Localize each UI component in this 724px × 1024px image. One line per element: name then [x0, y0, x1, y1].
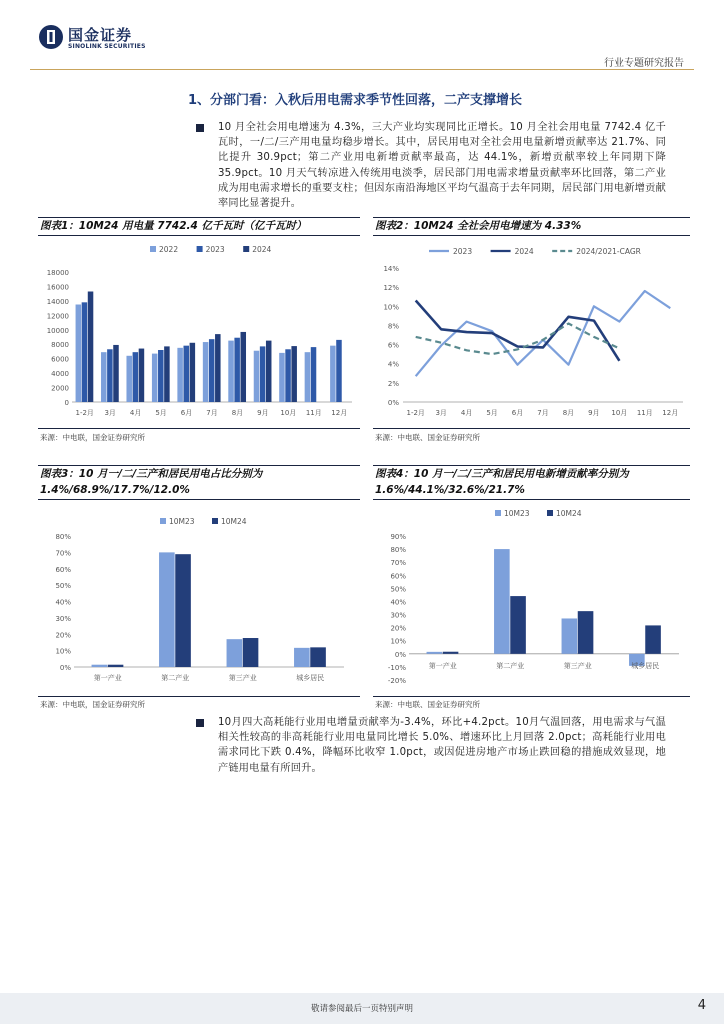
- x-tick-label: 1-2月: [75, 409, 94, 417]
- y-tick-label: 4000: [51, 370, 69, 379]
- legend-label: 10M23: [169, 517, 195, 526]
- paragraph-2: 10月四大高耗能行业用电增量贡献率为-3.4%，环比+4.2pct。10月气温回落，用电需求与气温相关性较高的非高耗能行业用电量同比增长 5.0%、增速环比上月回落 2.0pct；高耗能行业用电需求同比下跌 0.4%，降幅环比收窄 1.0pct，或因促进房地产市场止跌回稳的措施成效显现，地产链用电量有所回升。: [218, 717, 666, 774]
- figure4-source: 来源：中电联、国金证券研究所: [375, 700, 480, 709]
- bar-10M24: [310, 647, 326, 667]
- legend-label: 2024/2021-CAGR: [576, 247, 641, 256]
- figure3-title: 图表3：10 月一/二/三产和居民用电占比分别为 1.4%/68.9%/17.7%/12.0%: [40, 468, 263, 496]
- y-tick-label: 8%: [387, 322, 399, 331]
- y-tick-label: -10%: [387, 663, 406, 672]
- x-tick-label: 4月: [460, 409, 473, 417]
- figure-title-rule: [38, 499, 360, 500]
- bar-2022: [101, 352, 107, 402]
- legend-label: 10M24: [556, 509, 582, 518]
- y-tick-label: 30%: [55, 614, 71, 623]
- bar-2022: [203, 342, 209, 402]
- x-tick-label: 4月: [129, 409, 142, 417]
- figure4-title: 图表4：10 月一/二/三产和居民用电新增贡献率分别为 1.6%/44.1%/32.6%/21.7%: [375, 468, 629, 496]
- bar-10M24: [578, 611, 594, 654]
- chart1-usage-bar: [38, 238, 360, 424]
- x-tick-label: 第二产业: [496, 662, 525, 670]
- bar-2024: [215, 334, 221, 402]
- x-tick-label: 第二产业: [161, 674, 190, 682]
- bullet-icon: [196, 124, 204, 132]
- y-tick-label: 0: [64, 399, 69, 407]
- y-tick-label: 20%: [55, 631, 71, 640]
- x-tick-label: 8月: [231, 409, 244, 417]
- bar-10M23: [494, 549, 510, 654]
- bar-2023: [107, 349, 113, 402]
- y-tick-label: 6%: [387, 341, 399, 350]
- header-divider: [30, 69, 694, 70]
- legend-label: 2023: [453, 247, 473, 256]
- y-tick-label: 14000: [46, 297, 69, 306]
- legend-label: 2023: [205, 245, 225, 254]
- y-tick-label: 40%: [55, 598, 71, 607]
- legend-swatch: [547, 510, 553, 516]
- x-tick-label: 城乡居民: [631, 662, 660, 670]
- y-tick-label: 90%: [390, 533, 406, 541]
- y-tick-label: 12000: [46, 312, 69, 321]
- x-tick-label: 12月: [331, 409, 348, 417]
- bar-10M23: [227, 639, 243, 667]
- bar-10M24: [645, 625, 661, 653]
- logo-name-cn: 国金证券: [68, 26, 133, 44]
- x-tick-label: 7月: [206, 409, 218, 417]
- x-tick-label: 11月: [636, 409, 653, 417]
- logo-icon: [38, 24, 64, 50]
- legend-swatch: [212, 518, 218, 524]
- bar-2022: [177, 348, 183, 402]
- x-tick-label: 6月: [511, 409, 524, 417]
- figure-bottom-rule: [373, 428, 690, 429]
- x-tick-label: 10月: [611, 409, 628, 417]
- figure-title-rule: [373, 235, 690, 236]
- x-tick-label: 3月: [435, 409, 447, 417]
- y-tick-label: 2000: [51, 384, 69, 393]
- y-tick-label: -20%: [387, 677, 406, 685]
- bullet-icon: [196, 719, 204, 727]
- page-number: 4: [697, 998, 706, 1013]
- x-tick-label: 5月: [155, 409, 167, 417]
- y-tick-label: 80%: [390, 546, 406, 555]
- legend-swatch: [150, 246, 156, 252]
- figure1-title: 图表1：10M24 用电量 7742.4 亿千瓦时（亿千瓦时）: [40, 220, 307, 232]
- figure-bottom-rule: [38, 696, 360, 697]
- y-tick-label: 8000: [51, 341, 69, 350]
- bar-2023: [285, 349, 291, 402]
- x-tick-label: 5月: [486, 409, 498, 417]
- bar-10M23: [92, 665, 108, 667]
- bar-2022: [254, 351, 260, 402]
- paragraph-1: 10 月全社会用电增速为 4.3%，三大产业均实现同比正增长。10 月全社会用电量 7742.4 亿千瓦时，一/二/三产用电量均稳步增长。其中，居民用电对全社会用电量新增贡献率达 21.7%、同比提升 30.9pct；第二产业用电新增贡献率最高，达 44.1%，新增贡献率较上年同期下降 35.9pct。10 月天气转凉进入传统用电淡季，居民部门用电需求增量贡献率环比回落，第二产业成为用电需求增长的重要支柱；但因东南沿海地区平均气温高于去年同期，居民部门用电新增贡献率同比显著提升。: [218, 122, 666, 210]
- bar-2024: [190, 343, 196, 402]
- series-line-2024: [416, 301, 620, 361]
- bar-2024: [113, 345, 119, 402]
- x-tick-label: 12月: [662, 409, 679, 417]
- x-tick-label: 3月: [104, 409, 116, 417]
- bar-10M23: [427, 652, 443, 654]
- bar-10M24: [443, 652, 459, 654]
- y-tick-label: 16000: [46, 283, 69, 292]
- bar-10M24: [510, 596, 526, 654]
- x-tick-label: 第三产业: [563, 662, 592, 670]
- bar-10M24: [108, 665, 124, 667]
- y-tick-label: 70%: [390, 559, 406, 568]
- y-tick-label: 18000: [46, 269, 69, 277]
- y-tick-label: 6000: [51, 355, 69, 364]
- report-type: 行业专题研究报告: [604, 58, 684, 69]
- y-tick-label: 4%: [387, 360, 399, 369]
- y-tick-label: 60%: [55, 565, 71, 574]
- x-tick-label: 第一产业: [428, 662, 457, 670]
- y-tick-label: 10%: [383, 303, 399, 312]
- x-tick-label: 第一产业: [93, 674, 122, 682]
- x-tick-label: 1-2月: [406, 409, 425, 417]
- y-tick-label: 10000: [46, 326, 69, 335]
- y-tick-label: 20%: [390, 624, 406, 633]
- y-tick-label: 14%: [383, 265, 399, 273]
- bar-2023: [260, 346, 266, 402]
- bar-10M24: [243, 638, 259, 667]
- bar-2024: [291, 346, 297, 402]
- bar-2022: [126, 356, 132, 402]
- bar-2023: [234, 338, 240, 402]
- bar-10M23: [562, 618, 578, 653]
- figure-title-rule: [38, 235, 360, 236]
- legend-swatch: [243, 246, 249, 252]
- y-tick-label: 2%: [387, 379, 399, 388]
- y-tick-label: 0%: [387, 399, 399, 407]
- y-tick-label: 40%: [390, 598, 406, 607]
- y-tick-label: 30%: [390, 611, 406, 620]
- y-tick-label: 70%: [55, 549, 71, 558]
- bar-10M23: [159, 552, 175, 667]
- figure2-title: 图表2：10M24 全社会用电增速为 4.33%: [375, 220, 582, 232]
- footer-disclaimer: 敬请参阅最后一页特别声明: [310, 1004, 413, 1014]
- bar-2024: [164, 346, 170, 402]
- x-tick-label: 10月: [280, 409, 297, 417]
- bar-2022: [305, 352, 311, 402]
- y-tick-label: 10%: [390, 637, 406, 646]
- figure1-source: 来源：中电联，国金证券研究所: [40, 433, 145, 442]
- bar-2024: [266, 341, 272, 402]
- x-tick-label: 9月: [257, 409, 269, 417]
- bar-2023: [158, 350, 164, 402]
- bar-2023: [311, 347, 317, 402]
- x-tick-label: 7月: [537, 409, 549, 417]
- legend-swatch: [160, 518, 166, 524]
- x-tick-label: 城乡居民: [296, 674, 325, 682]
- y-tick-label: 60%: [390, 572, 406, 581]
- bar-2022: [330, 346, 336, 402]
- section-title: 1、分部门看：入秋后用电需求季节性回落，二产支撑增长: [188, 93, 523, 108]
- y-tick-label: 80%: [55, 533, 71, 541]
- bar-2022: [279, 353, 285, 402]
- y-tick-label: 50%: [55, 582, 71, 591]
- bar-10M24: [175, 554, 191, 667]
- chart4-contribution-bar: [373, 502, 690, 692]
- figure-bottom-rule: [373, 696, 690, 697]
- legend-label: 2024: [514, 247, 534, 256]
- bar-2023: [209, 339, 215, 402]
- bar-2024: [139, 349, 145, 402]
- bar-2023: [183, 346, 189, 402]
- figure2-source: 来源：中电联、国金证券研究所: [375, 433, 480, 442]
- y-tick-label: 12%: [383, 284, 399, 293]
- y-tick-label: 0%: [394, 650, 406, 659]
- series-line-2023: [416, 291, 671, 376]
- legend-label: 10M23: [504, 509, 530, 518]
- bar-2022: [152, 354, 158, 402]
- legend-label: 10M24: [221, 517, 247, 526]
- bar-10M23: [294, 648, 310, 667]
- chart3-share-bar: [38, 502, 360, 692]
- bar-2024: [88, 292, 94, 403]
- y-tick-label: 10%: [55, 647, 71, 656]
- legend-swatch: [495, 510, 501, 516]
- figure-title-rule: [373, 499, 690, 500]
- figure-bottom-rule: [38, 428, 360, 429]
- bar-2023: [82, 302, 88, 402]
- bar-2022: [76, 305, 82, 403]
- series-line-2024/2021-CAGR: [416, 324, 620, 355]
- x-tick-label: 11月: [305, 409, 322, 417]
- legend-label: 2024: [252, 245, 272, 254]
- chart2-growth-line: [373, 238, 690, 424]
- x-tick-label: 6月: [180, 409, 193, 417]
- logo-name-en: SINOLINK SECURITIES: [68, 43, 146, 50]
- x-tick-label: 8月: [562, 409, 575, 417]
- legend-swatch: [197, 246, 203, 252]
- bar-2024: [241, 332, 247, 402]
- x-tick-label: 第三产业: [228, 674, 257, 682]
- y-tick-label: 50%: [390, 585, 406, 594]
- bar-2023: [336, 340, 342, 402]
- y-tick-label: 0%: [59, 664, 71, 672]
- x-tick-label: 9月: [588, 409, 600, 417]
- bar-2022: [228, 341, 234, 402]
- bar-2023: [133, 352, 139, 402]
- figure3-source: 来源：中电联，国金证券研究所: [40, 700, 145, 709]
- legend-label: 2022: [159, 245, 179, 254]
